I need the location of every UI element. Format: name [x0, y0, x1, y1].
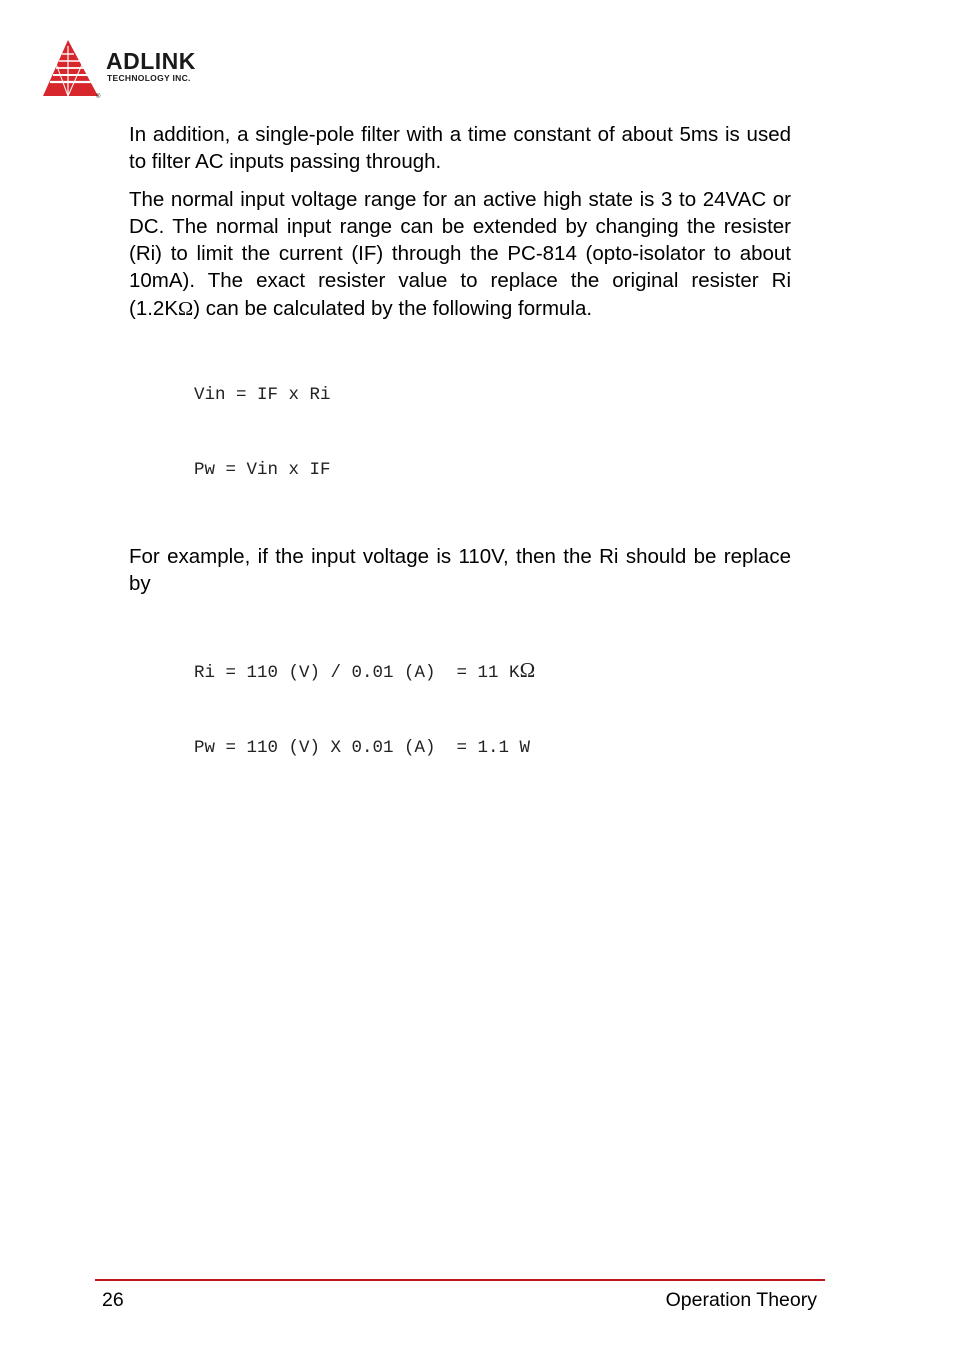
- logo-subtitle: TECHNOLOGY INC.: [107, 73, 191, 83]
- formula-block-example: [194, 608, 791, 811]
- paragraph-input-range: [129, 186, 791, 323]
- registered-mark: ®: [96, 94, 101, 100]
- page-body: [129, 121, 791, 821]
- logo-wordmark: ADLINK: [106, 48, 196, 74]
- footer-rule: [95, 1279, 825, 1281]
- page-number: 26: [102, 1289, 124, 1311]
- triangle-logo-icon: [40, 38, 102, 100]
- formula-line-ri: [194, 658, 791, 686]
- footer-section-title: Operation Theory: [665, 1289, 817, 1311]
- omega-symbol: Ω: [178, 297, 194, 320]
- paragraph-input-range-text: The normal input voltage range for an active high state is 3 to 24VAC or DC. The normal input range can be extended by changing the resister (Ri) to limit the current (IF) through the PC-814 (opto-isolator to about 10mA). The exact resister value to replace the original resister Ri (1.2K: [129, 187, 791, 320]
- formula-ri-text: Ri = 110 (V) / 0.01 (A) = 11 K: [194, 662, 520, 683]
- formula-line-vin: Vin = IF x Ri: [194, 385, 331, 406]
- omega-symbol: Ω: [519, 657, 536, 682]
- formula-line-pw: Pw = Vin x IF: [194, 460, 331, 481]
- company-logo: [40, 38, 240, 100]
- formula-block-general: [194, 333, 791, 533]
- paragraph-example: For example, if the input voltage is 110V, then the Ri should be replace by: [129, 545, 791, 596]
- paragraph-input-range-end: ) can be calculated by the following formula.: [193, 296, 593, 320]
- formula-line-pw-example: Pw = 110 (V) X 0.01 (A) = 1.1 W: [194, 737, 531, 758]
- paragraph-filter: In addition, a single-pole filter with a time constant of about 5ms is used to filter AC inputs passing through.: [129, 123, 791, 174]
